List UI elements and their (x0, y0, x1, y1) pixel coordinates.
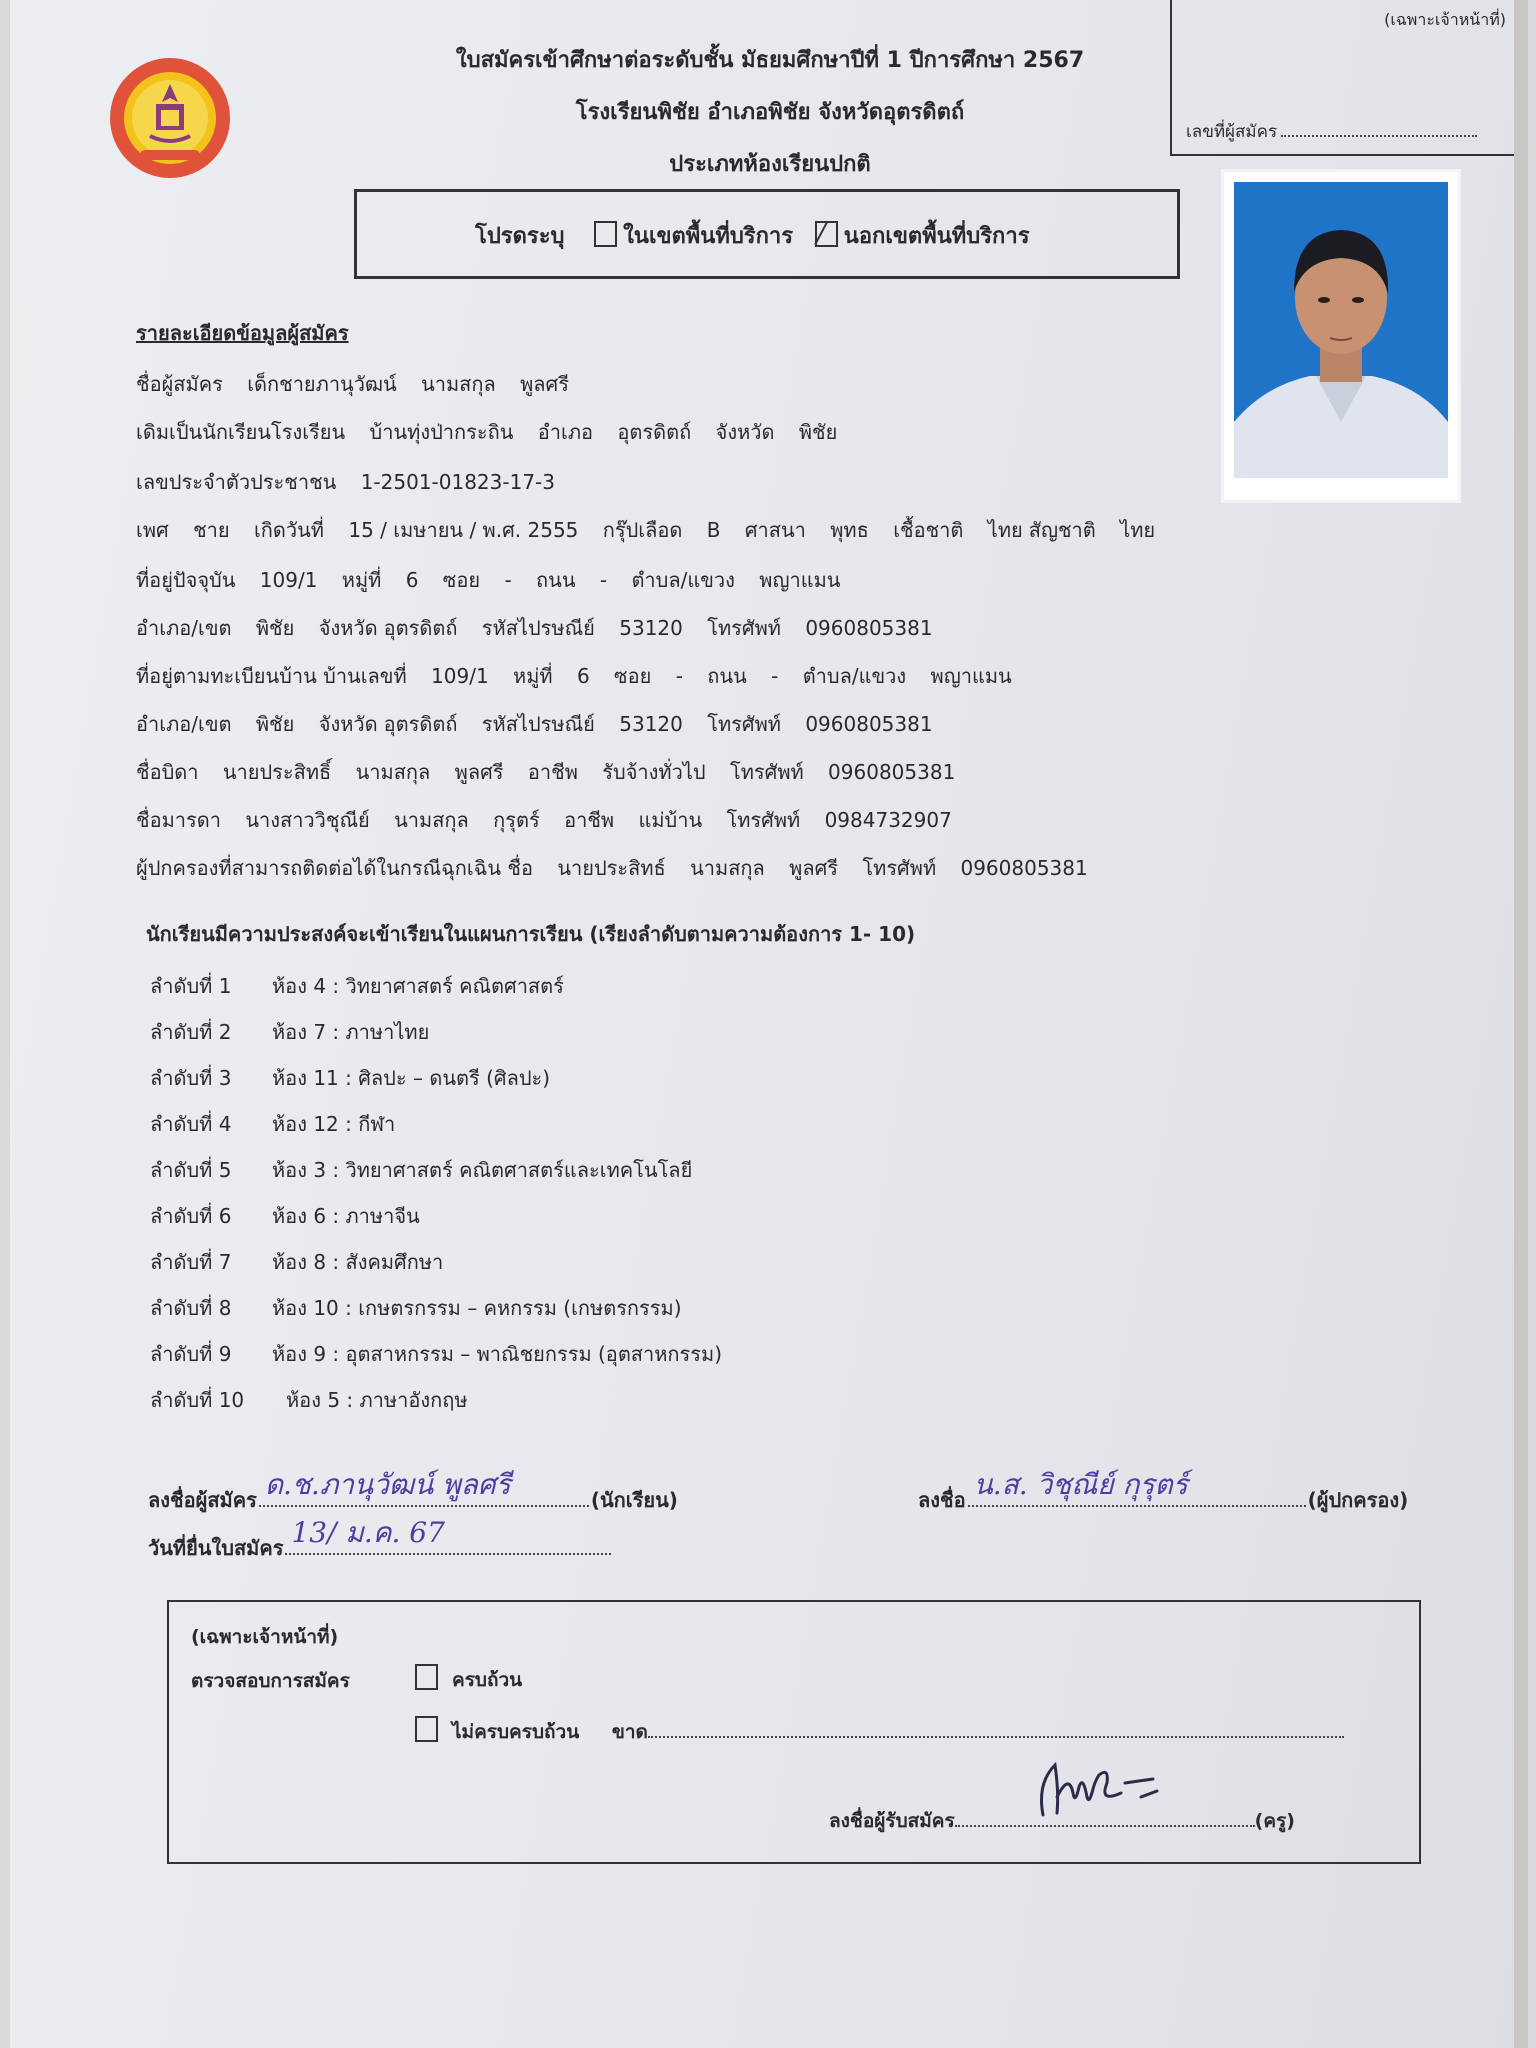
applicant-name: เด็กชายภานุวัฒน์ (247, 372, 397, 396)
soi-label: ซอย (442, 568, 481, 592)
plan-room: ห้อง 9 : อุตสาหกรรม – พาณิชยกรรม (อุตสาหกรรม) (272, 1342, 723, 1366)
nationality-value: ไทย (1120, 518, 1156, 542)
plan-room: ห้อง 6 : ภาษาจีน (272, 1204, 420, 1228)
plan-choice-2 (150, 1016, 429, 1048)
religion-label: ศาสนา (744, 518, 806, 542)
changwat-label: จังหวัด (318, 616, 378, 640)
changwat-value: อุตรดิตถ์ (383, 616, 458, 640)
guardian-label: ผู้ปกครองที่สามารถติดต่อได้ในกรณีฉุกเฉิน ชื่อ (136, 856, 533, 880)
applicant-signature-handwriting: ด.ช.ภานุวัฒน์ พูลศรี (264, 1468, 511, 1501)
service-zone-row (475, 218, 1030, 253)
amphoe-value: พิชัย (255, 616, 295, 640)
reg-phone-value: 0960805381 (805, 712, 933, 736)
religion-value: พุทธ (830, 518, 869, 542)
verification-label: ตรวจสอบการสมัคร (191, 1670, 350, 1692)
service-zone-box (354, 189, 1180, 279)
mother-phone-label: โทรศัพท์ (726, 808, 801, 832)
receiver-label: ลงชื่อผู้รับสมัคร (829, 1810, 955, 1832)
road-value: - (599, 568, 608, 592)
guardian-signature-line (968, 1468, 1306, 1507)
plan-rank: ลำดับที่ 4 (150, 1112, 232, 1136)
reg-postcode-label: รหัสไปรษณีย์ (481, 712, 595, 736)
name-label: ชื่อผู้สมัคร (136, 372, 223, 396)
plan-room: ห้อง 10 : เกษตรกรรม – คหกรรม (เกษตรกรรม) (272, 1296, 682, 1320)
plan-choice-6 (150, 1200, 420, 1232)
plan-room: ห้อง 3 : วิทยาศาสตร์ คณิตศาสตร์และเทคโนโลยี (272, 1158, 693, 1182)
in-zone-checkbox[interactable] (594, 221, 617, 247)
applicant-surname: พูลศรี (520, 372, 569, 396)
moo-label: หมู่ที่ (341, 568, 382, 592)
father-surname-label: นามสกุล (355, 760, 431, 784)
guardian-signature-handwriting: น.ส. วิชุณีย์ กุรุตร์ (973, 1468, 1188, 1501)
reg-phone-label: โทรศัพท์ (707, 712, 781, 736)
staff-verification-box (167, 1600, 1421, 1864)
page-edge (1514, 0, 1528, 2048)
moo-value: 6 (405, 568, 419, 592)
reg-changwat-value: อุตรดิตถ์ (383, 712, 458, 736)
plan-room: ห้อง 12 : กีฬา (272, 1112, 396, 1136)
receiver-signature-mark (1029, 1753, 1189, 1823)
phone-value: 0960805381 (805, 616, 933, 640)
out-zone-option: นอกเขตพื้นที่บริการ (843, 224, 1030, 249)
reg-soi-label: ซอย (614, 664, 652, 688)
registered-address-row-2 (136, 708, 951, 740)
race-label: เชื้อชาติ (893, 518, 964, 542)
reg-address-number: 109/1 (431, 664, 489, 688)
mother-surname: กุรุตร์ (493, 808, 540, 832)
plan-rank: ลำดับที่ 7 (150, 1250, 232, 1274)
reg-changwat-label: จังหวัด (318, 712, 378, 736)
guardian-name: นายประสิทธ์ (557, 856, 666, 880)
reg-soi-value: - (675, 664, 683, 688)
postcode-value: 53120 (619, 616, 683, 640)
reg-subdistrict-label: ตำบล/แขวง (802, 664, 907, 688)
father-row (136, 756, 973, 788)
plan-rank: ลำดับที่ 2 (150, 1020, 232, 1044)
prev-school-label: เดิมเป็นนักเรียนโรงเรียน (136, 420, 346, 444)
id-number: 1-2501-01823-17-3 (360, 470, 555, 494)
nationality-label: สัญชาติ (1028, 518, 1096, 542)
missing-blank (648, 1722, 1344, 1738)
plan-rank: ลำดับที่ 8 (150, 1296, 232, 1320)
plan-choice-3 (150, 1062, 550, 1094)
receiver-signature-line (955, 1811, 1255, 1827)
father-label: ชื่อบิดา (136, 760, 199, 784)
plan-room: ห้อง 8 : สังคมศึกษา (272, 1250, 444, 1274)
plan-room: ห้อง 4 : วิทยาศาสตร์ คณิตศาสตร์ (272, 974, 564, 998)
birth-date: 15 / เมษายน / พ.ศ. 2555 (348, 518, 579, 542)
student-photo (1224, 172, 1458, 500)
personal-info-row (136, 514, 1173, 546)
father-phone: 0960805381 (828, 760, 956, 784)
in-zone-option: ในเขตพื้นที่บริการ (623, 224, 794, 249)
plan-rank: ลำดับที่ 3 (150, 1066, 232, 1090)
sex-label: เพศ (136, 518, 169, 542)
plan-choice-7 (150, 1246, 443, 1278)
school-logo (106, 54, 234, 182)
reg-road-value: - (771, 664, 779, 688)
blood-label: กรุ๊ปเลือด (602, 518, 683, 542)
plan-choice-1 (150, 970, 564, 1002)
road-label: ถนน (536, 568, 576, 592)
applicant-number-blank (1281, 121, 1477, 137)
province-label: จังหวัด (715, 420, 775, 444)
applicant-signature-line (259, 1468, 589, 1507)
missing-label: ขาด (611, 1721, 648, 1743)
postcode-label: รหัสไปรษณีย์ (481, 616, 595, 640)
reg-address-label: ที่อยู่ตามทะเบียนบ้าน บ้านเลขที่ (136, 664, 407, 688)
submit-date-handwriting: 13/ ม.ค. 67 (291, 1516, 445, 1549)
reg-subdistrict-value: พญาแมน (930, 664, 1012, 688)
prev-district: อุตรดิตถ์ (617, 420, 692, 444)
reg-postcode-value: 53120 (619, 712, 683, 736)
plan-rank: ลำดับที่ 6 (150, 1204, 232, 1228)
id-number-row (136, 466, 573, 498)
registered-address-row (136, 660, 1030, 692)
reg-moo-label: หมู่ที่ (513, 664, 553, 688)
plan-rank: ลำดับที่ 1 (150, 974, 232, 998)
incomplete-label: ไม่ครบครบถ้วน (452, 1721, 580, 1743)
father-phone-label: โทรศัพท์ (729, 760, 804, 784)
submit-date-row (148, 1516, 613, 1564)
receiver-suffix: (ครู) (1254, 1810, 1295, 1832)
soi-value: - (504, 568, 512, 592)
father-occupation: รับจ้างทั่วไป (602, 760, 706, 784)
race-value: ไทย (987, 518, 1023, 542)
subdistrict-value: พญาแมน (759, 568, 841, 592)
complete-label: ครบถ้วน (452, 1669, 523, 1691)
reg-amphoe-value: พิชัย (255, 712, 295, 736)
guardian-signature-row (918, 1468, 1409, 1516)
mother-phone: 0984732907 (824, 808, 952, 832)
guardian-phone-label: โทรศัพท์ (862, 856, 937, 880)
subdistrict-label: ตำบล/แขวง (631, 568, 735, 592)
mother-occupation-label: อาชีพ (564, 808, 615, 832)
official-use-box (1170, 0, 1524, 156)
father-surname: พูลศรี (454, 760, 504, 784)
sex-value: ชาย (193, 518, 230, 542)
applicant-signature-label: ลงชื่อผู้สมัคร (148, 1488, 257, 1512)
applicant-section-title: รายละเอียดข้อมูลผู้สมัคร (136, 321, 349, 345)
blood-value: B (706, 518, 721, 542)
study-plan-title: นักเรียนมีความประสงค์จะเข้าเรียนในแผนการเรียน (เรียงลำดับตามความต้องการ 1- 10) (146, 922, 916, 946)
mother-label: ชื่อมารดา (136, 808, 221, 832)
submit-date-label: วันที่ยื่นใบสมัคร (148, 1536, 284, 1560)
reg-moo-value: 6 (576, 664, 590, 688)
mother-row (136, 804, 970, 836)
out-zone-checkbox[interactable] (815, 221, 838, 247)
plan-choice-9 (150, 1338, 722, 1370)
surname-label: นามสกุล (421, 372, 496, 396)
guardian-surname: พูลศรี (789, 856, 839, 880)
application-form (10, 0, 1528, 2048)
guardian-signature-label: ลงชื่อ (918, 1488, 966, 1512)
school-name-title: โรงเรียนพิชัย อำเภอพิชัย จังหวัดอุตรดิตถ์ (575, 100, 965, 125)
official-only-label: (เฉพาะเจ้าหน้าที่) (1384, 10, 1506, 29)
complete-checkbox[interactable] (415, 1664, 438, 1690)
amphoe-label: อำเภอ/เขต (136, 616, 232, 640)
plan-choice-8 (150, 1292, 682, 1324)
mother-surname-label: นามสกุล (394, 808, 469, 832)
plan-room: ห้อง 7 : ภาษาไทย (272, 1020, 430, 1044)
district-label: อำเภอ (537, 420, 594, 444)
birth-label: เกิดวันที่ (253, 518, 324, 542)
mother-name: นางสาววิชุณีย์ (245, 808, 370, 832)
classroom-type-title: ประเภทห้องเรียนปกติ (669, 152, 871, 177)
address-number: 109/1 (259, 568, 318, 592)
plan-choice-4 (150, 1108, 395, 1140)
guardian-phone: 0960805381 (960, 856, 1088, 880)
mother-occupation: แม่บ้าน (638, 808, 703, 832)
current-address-row (136, 564, 858, 596)
emergency-guardian-row (136, 852, 1106, 884)
complete-option (415, 1664, 522, 1695)
reg-road-label: ถนน (707, 664, 747, 688)
phone-label: โทรศัพท์ (707, 616, 781, 640)
prev-province: พิชัย (798, 420, 838, 444)
father-occupation-label: อาชีพ (527, 760, 578, 784)
plan-choice-10 (150, 1384, 468, 1416)
applicant-signature-suffix: (นักเรียน) (590, 1488, 678, 1512)
father-name: นายประสิทธิ์ (222, 760, 332, 784)
applicant-number-label: เลขที่ผู้สมัคร (1186, 122, 1278, 142)
id-label: เลขประจำตัวประชาชน (136, 470, 337, 494)
reg-amphoe-label: อำเภอ/เขต (136, 712, 232, 736)
incomplete-option (415, 1716, 1344, 1747)
plan-room: ห้อง 5 : ภาษาอังกฤษ (286, 1388, 468, 1412)
address-label: ที่อยู่ปัจจุบัน (136, 568, 236, 592)
guardian-signature-suffix: (ผู้ปกครอง) (1307, 1488, 1409, 1512)
prev-school: บ้านทุ่งป่ากระถิน (369, 420, 514, 444)
incomplete-checkbox[interactable] (415, 1716, 438, 1742)
service-zone-label: โปรดระบุ (475, 224, 565, 249)
plan-choice-5 (150, 1154, 692, 1186)
plan-rank: ลำดับที่ 5 (150, 1158, 232, 1182)
current-address-row-2 (136, 612, 951, 644)
receiver-signature-row (829, 1806, 1295, 1836)
applicant-name-row (136, 368, 587, 400)
submit-date-line (285, 1516, 611, 1555)
form-title: ใบสมัครเข้าศึกษาต่อระดับชั้น มัธยมศึกษาปีที่ 1 ปีการศึกษา 2567 (455, 48, 1085, 73)
staff-only-label: (เฉพาะเจ้าหน้าที่) (191, 1626, 339, 1648)
plan-room: ห้อง 11 : ศิลปะ – ดนตรี (ศิลปะ) (272, 1066, 551, 1090)
plan-rank: ลำดับที่ 10 (150, 1388, 245, 1412)
guardian-surname-label: นามสกุล (690, 856, 765, 880)
plan-rank: ลำดับที่ 9 (150, 1342, 232, 1366)
previous-school-row (136, 416, 855, 448)
